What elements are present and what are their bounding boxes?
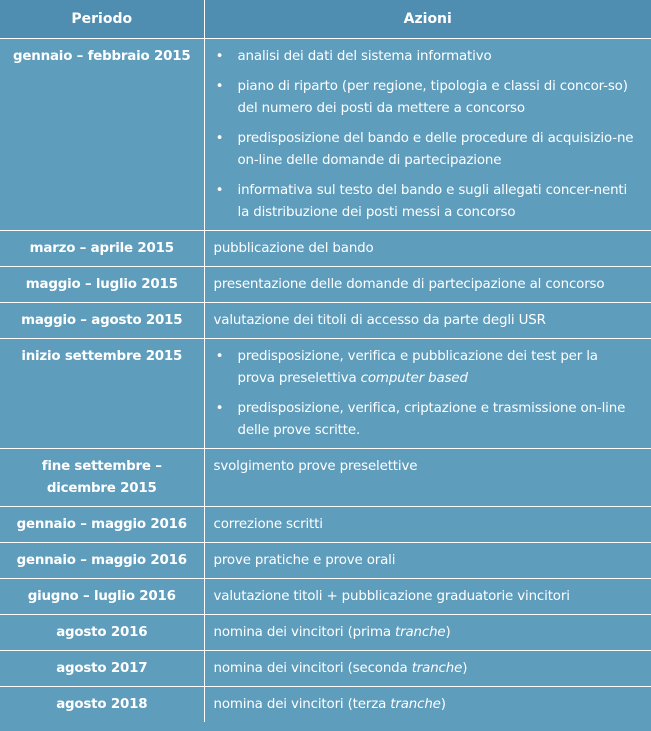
- action-text: nomina dei vincitori (terza: [213, 697, 391, 712]
- period-cell: agosto 2018: [0, 687, 204, 723]
- list-item: [214, 128, 640, 172]
- table-row: [0, 651, 651, 687]
- action-cell: presentazione delle domande di partecipazione al concorso: [204, 267, 651, 303]
- table-row: [0, 687, 651, 723]
- period-cell: maggio – luglio 2015: [0, 267, 204, 303]
- period-line: dicembre 2015: [46, 481, 157, 496]
- action-cell: [204, 687, 651, 723]
- actions-column-header: Azioni: [204, 0, 651, 39]
- table-row: [0, 507, 651, 543]
- period-column-header: Periodo: [0, 0, 204, 39]
- period-cell: giugno – luglio 2016: [0, 579, 204, 615]
- table-row: [0, 543, 651, 579]
- period-cell: inizio settembre 2015: [0, 339, 204, 449]
- action-text: nomina dei vincitori (prima: [213, 625, 396, 640]
- action-cell: valutazione dei titoli di accesso da parte degli USR: [204, 303, 651, 339]
- list-item-text: predisposizione del bando e delle procedure di acquisizio-ne on-line delle domande di partecipazione: [237, 131, 634, 168]
- list-item-text: piano di riparto (per regione, tipologia e classi di concor-so) del numero dei posti da mettere a concorso: [237, 79, 628, 116]
- header-row: [0, 0, 651, 39]
- table-row: [0, 615, 651, 651]
- bullet-icon: •: [215, 79, 224, 94]
- action-cell: [204, 615, 651, 651]
- bullet-icon: •: [215, 401, 224, 416]
- list-item-text: predisposizione, verifica, criptazione e trasmissione on-line delle prove scritte.: [237, 401, 626, 438]
- action-cell: correzione scritti: [204, 507, 651, 543]
- list-item-emphasis: computer based: [360, 371, 468, 386]
- list-item: [214, 46, 640, 68]
- bullet-icon: •: [215, 183, 224, 198]
- period-cell: gennaio – maggio 2016: [0, 507, 204, 543]
- period-cell: [0, 449, 204, 507]
- action-cell: prove pratiche e prove orali: [204, 543, 651, 579]
- action-cell: pubblicazione del bando: [204, 231, 651, 267]
- action-emphasis: tranche: [390, 697, 441, 712]
- list-item: [214, 346, 640, 390]
- action-cell: svolgimento prove preselettive: [204, 449, 651, 507]
- action-cell: [204, 339, 651, 449]
- list-item-text: analisi dei dati del sistema informativo: [237, 49, 492, 64]
- bullet-icon: •: [215, 49, 224, 64]
- action-text: ): [445, 625, 451, 640]
- action-list: [214, 346, 640, 442]
- period-cell: maggio – agosto 2015: [0, 303, 204, 339]
- table-row: [0, 231, 651, 267]
- bullet-icon: •: [215, 349, 224, 364]
- period-cell: gennaio – febbraio 2015: [0, 39, 204, 231]
- period-cell: gennaio – maggio 2016: [0, 543, 204, 579]
- table-row: [0, 267, 651, 303]
- action-cell: valutazione titoli + pubblicazione graduatorie vincitori: [204, 579, 651, 615]
- list-item: [214, 398, 640, 442]
- list-item-text: predisposizione, verifica e pubblicazione dei test per la prova preselettiva: [237, 349, 598, 386]
- action-text: ): [440, 697, 446, 712]
- table-row: [0, 449, 651, 507]
- period-cell: agosto 2016: [0, 615, 204, 651]
- table-row: [0, 303, 651, 339]
- action-emphasis: tranche: [411, 661, 463, 676]
- action-cell: [204, 39, 651, 231]
- list-item-text: informativa sul testo del bando e sugli allegati concer-nenti la distribuzione dei posti messi a concorso: [237, 183, 628, 220]
- table-row: [0, 339, 651, 449]
- bullet-icon: •: [215, 131, 224, 146]
- action-cell: [204, 651, 651, 687]
- period-cell: marzo – aprile 2015: [0, 231, 204, 267]
- action-text: ): [462, 661, 468, 676]
- list-item: [214, 76, 640, 120]
- period-cell: agosto 2017: [0, 651, 204, 687]
- action-list: [214, 46, 640, 224]
- action-text: nomina dei vincitori (seconda: [213, 661, 412, 676]
- table-row: [0, 39, 651, 231]
- list-item: [214, 180, 640, 224]
- period-line: fine settembre –: [41, 459, 162, 474]
- table-row: [0, 579, 651, 615]
- action-emphasis: tranche: [395, 625, 446, 640]
